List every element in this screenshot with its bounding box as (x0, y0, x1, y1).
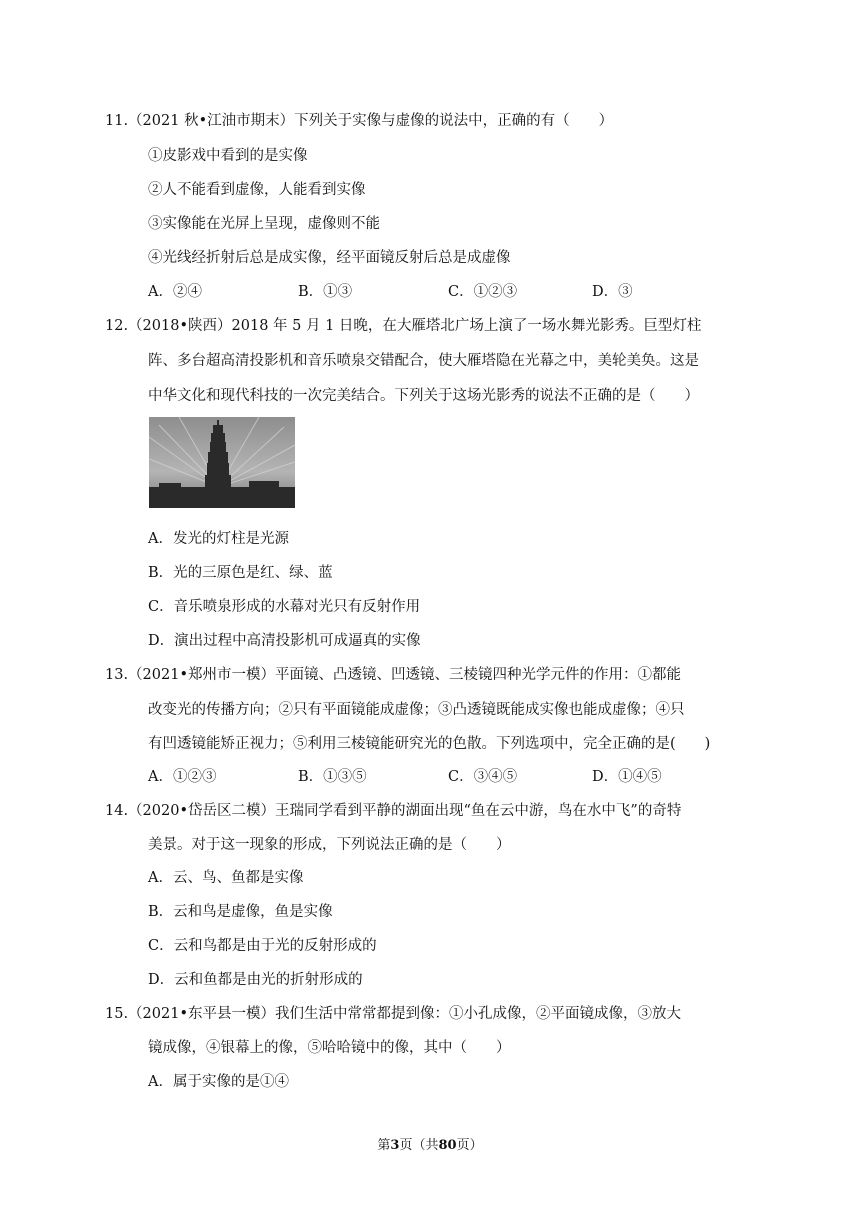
q11-statement-3: ③实像能在光屏上呈现，虚像则不能 (148, 216, 380, 232)
q13-option-d: D．①④⑤ (592, 769, 662, 785)
q11-option-c: C．①②③ (448, 284, 518, 300)
q12-option-a: A．发光的灯柱是光源 (148, 531, 289, 547)
q14-stem-line-1: 14.（2020•岱岳区二模）王瑞同学看到平静的湖面出现“鱼在云中游，鸟在水中飞”的奇特 (105, 803, 682, 819)
q13-stem-line-1: 13.（2021•郑州市一模）平面镜、凸透镜、凹透镜、三棱镜四种光学元件的作用：①都能 (105, 667, 682, 683)
q11-statement-4: ④光线经折射后总是成实像，经平面镜反射后总是成虚像 (148, 250, 511, 266)
q11-option-b: B．①③ (298, 284, 353, 300)
q11-option-a: A．②④ (148, 284, 202, 300)
q12-option-b: B．光的三原色是红、绿、蓝 (148, 565, 333, 581)
q14-option-b: B．云和鸟是虚像，鱼是实像 (148, 904, 333, 920)
q12-stem-line-3: 中华文化和现代科技的一次完美结合。下列关于这场光影秀的说法不正确的是（ ） (148, 388, 699, 404)
q13-stem-line-3: 有凹透镜能矫正视力；⑤利用三棱镜能研究光的色散。下列选项中，完全正确的是( ) (148, 736, 711, 752)
q14-stem-line-2: 美景。对于这一现象的形成，下列说法正确的是（ ） (148, 837, 511, 853)
q13-stem-line-2: 改变光的传播方向；②只有平面镜能成虚像；③凸透镜既能成实像也能成虚像；④只 (148, 702, 685, 718)
q14-option-d: D．云和鱼都是由光的折射形成的 (148, 972, 363, 988)
q14-option-a: A．云、鸟、鱼都是实像 (148, 870, 304, 886)
q11-option-d: D．③ (592, 284, 633, 300)
pagoda-light-show-photo (149, 417, 295, 508)
q12-stem-line-1: 12.（2018•陕西）2018 年 5 月 1 日晚，在大雁塔北广场上演了一场水舞光影秀。巨型灯柱 (105, 318, 702, 334)
q15-option-a: A．属于实像的是①④ (148, 1074, 289, 1090)
q12-option-d: D．演出过程中高清投影机可成逼真的实像 (148, 633, 421, 649)
q14-option-c: C．云和鸟都是由于光的反射形成的 (148, 938, 377, 954)
q11-stem: 11.（2021 秋•江油市期末）下列关于实像与虚像的说法中，正确的有（ ） (105, 113, 614, 129)
pagoda-silhouette-image (149, 417, 295, 508)
q11-statement-1: ①皮影戏中看到的是实像 (148, 148, 308, 164)
q11-statement-2: ②人不能看到虚像，人能看到实像 (148, 182, 366, 198)
footer-middle: 页（共 (399, 1138, 439, 1153)
q12-option-c: C．音乐喷泉形成的水幕对光只有反射作用 (148, 599, 421, 615)
q15-stem-line-1: 15.（2021•东平县一模）我们生活中常常都提到像：①小孔成像，②平面镜成像，③放大 (105, 1006, 682, 1022)
page-footer (0, 1137, 860, 1155)
q13-option-c: C．③④⑤ (448, 769, 518, 785)
q13-option-b: B．①③⑤ (298, 769, 367, 785)
footer-prefix: 第 (377, 1138, 391, 1153)
q13-option-a: A．①②③ (148, 769, 217, 785)
q12-stem-line-2: 阵、多台超高清投影机和音乐喷泉交错配合，使大雁塔隐在光幕之中，美轮美奂。这是 (148, 353, 699, 369)
q15-stem-line-2: 镜成像，④银幕上的像，⑤哈哈镜中的像，其中（ ） (148, 1040, 511, 1056)
footer-page-number: 3 (390, 1138, 400, 1153)
footer-total-pages: 80 (438, 1138, 457, 1153)
footer-suffix: 页） (456, 1138, 483, 1153)
